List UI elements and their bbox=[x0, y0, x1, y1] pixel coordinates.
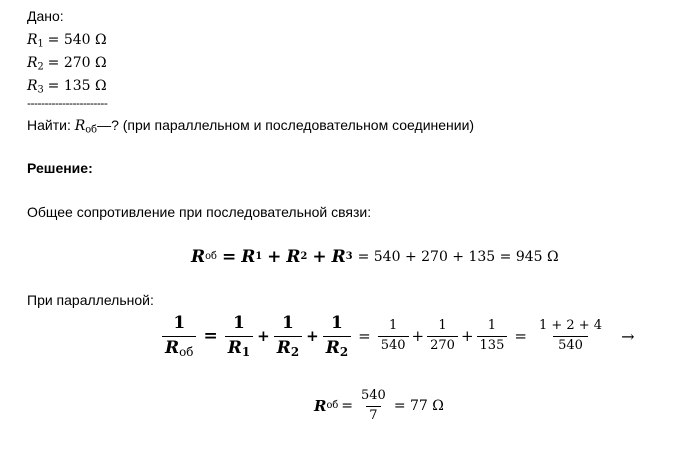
result-fraction bbox=[358, 389, 389, 424]
solution-header: Решение: bbox=[27, 160, 93, 176]
r3-frac-numerator: 1 bbox=[331, 312, 343, 333]
find-suffix: —? (при параллельном и последовательном соединении) bbox=[97, 117, 475, 133]
result-formula: R об = $\frac{540}{7}$ = 77 Ω bbox=[314, 387, 444, 423]
parallel-r1-fraction bbox=[225, 314, 253, 358]
parallel-equals-2: = bbox=[358, 327, 371, 345]
find-var: R bbox=[74, 118, 86, 134]
series-r3-symbol: R bbox=[331, 247, 346, 267]
parallel-lhs-fraction bbox=[162, 314, 196, 358]
result-r-symbol: R bbox=[314, 397, 327, 415]
result-denominator: 7 bbox=[366, 406, 380, 424]
result-numerator: 540 bbox=[361, 387, 386, 403]
parallel-plus-2: + bbox=[306, 327, 319, 345]
given-r2 bbox=[27, 52, 107, 73]
r2-frac-denominator: $R_2$ bbox=[274, 336, 302, 359]
lhs-numerator: 1 bbox=[173, 312, 186, 333]
num-frac-270-numerator: 1 bbox=[438, 317, 447, 333]
num-frac-540-numerator: 1 bbox=[388, 317, 398, 333]
r1-frac-numerator: 1 bbox=[233, 312, 245, 333]
series-r1-symbol: R bbox=[241, 247, 256, 267]
num-frac-135 bbox=[477, 319, 508, 354]
r3-subscript: 3 bbox=[37, 84, 44, 96]
r2-value: = 270 Ω bbox=[47, 55, 107, 71]
find-prefix: Найти: bbox=[27, 117, 71, 133]
r2-subscript: 2 bbox=[37, 61, 44, 73]
lhs-denominator: $R_{об}$ bbox=[162, 336, 196, 359]
num-frac-135-denominator: 135 bbox=[477, 336, 508, 354]
r3-frac-denominator: $R_2$ bbox=[323, 336, 351, 359]
series-formula: R об = R 1 + R 2 + R 3 = 540 + 270 + 135 = 945 Ω bbox=[191, 247, 559, 267]
find-line bbox=[27, 115, 474, 136]
num-frac-270-denominator: 270 bbox=[427, 336, 458, 354]
series-text: Общее сопротивление при последовательной связи: bbox=[27, 204, 372, 220]
r3-symbol: R bbox=[27, 78, 38, 94]
sum-denominator: 540 bbox=[553, 336, 588, 354]
r2-frac-numerator: 1 bbox=[282, 312, 294, 333]
series-numeric: = 540 + 270 + 135 = 945 Ω bbox=[357, 249, 559, 265]
parallel-formula bbox=[160, 310, 634, 362]
r1-symbol: R bbox=[27, 32, 38, 48]
result-value: = 77 Ω bbox=[393, 398, 444, 414]
series-r2-symbol: R bbox=[286, 247, 301, 267]
arrow-icon: → bbox=[621, 326, 635, 346]
given-separator: ----------------------- bbox=[27, 96, 108, 110]
series-plus-2: + bbox=[312, 247, 327, 267]
r1-subscript: 1 bbox=[37, 38, 44, 50]
r2-symbol: R bbox=[27, 55, 38, 71]
parallel-r2-fraction bbox=[274, 314, 302, 358]
r3-value: = 135 Ω bbox=[47, 78, 107, 94]
result-equals: = bbox=[341, 398, 353, 414]
series-equals: = bbox=[221, 247, 237, 267]
parallel-plus-4: + bbox=[460, 327, 474, 345]
r1-value: = 540 Ω bbox=[47, 32, 107, 48]
parallel-equals-1: = bbox=[203, 326, 218, 346]
series-r-symbol: R bbox=[191, 247, 206, 267]
given-header: Дано: bbox=[27, 8, 64, 24]
find-var-subscript: об bbox=[85, 124, 98, 136]
sum-fraction bbox=[534, 319, 607, 354]
num-frac-540-denominator: 540 bbox=[378, 336, 409, 354]
parallel-r3-fraction bbox=[323, 314, 351, 358]
parallel-equals-3: = bbox=[514, 327, 527, 345]
r1-frac-denominator: $R_1$ bbox=[225, 336, 253, 359]
parallel-plus-1: + bbox=[257, 327, 270, 345]
num-frac-270 bbox=[427, 319, 458, 354]
sum-numerator: 1 + 2 + 4 bbox=[538, 317, 603, 333]
num-frac-540 bbox=[378, 319, 409, 354]
series-plus-1: + bbox=[267, 247, 282, 267]
given-r1 bbox=[27, 29, 107, 50]
parallel-text: При параллельной: bbox=[27, 292, 154, 308]
parallel-plus-3: + bbox=[411, 327, 425, 345]
num-frac-135-numerator: 1 bbox=[487, 317, 497, 333]
